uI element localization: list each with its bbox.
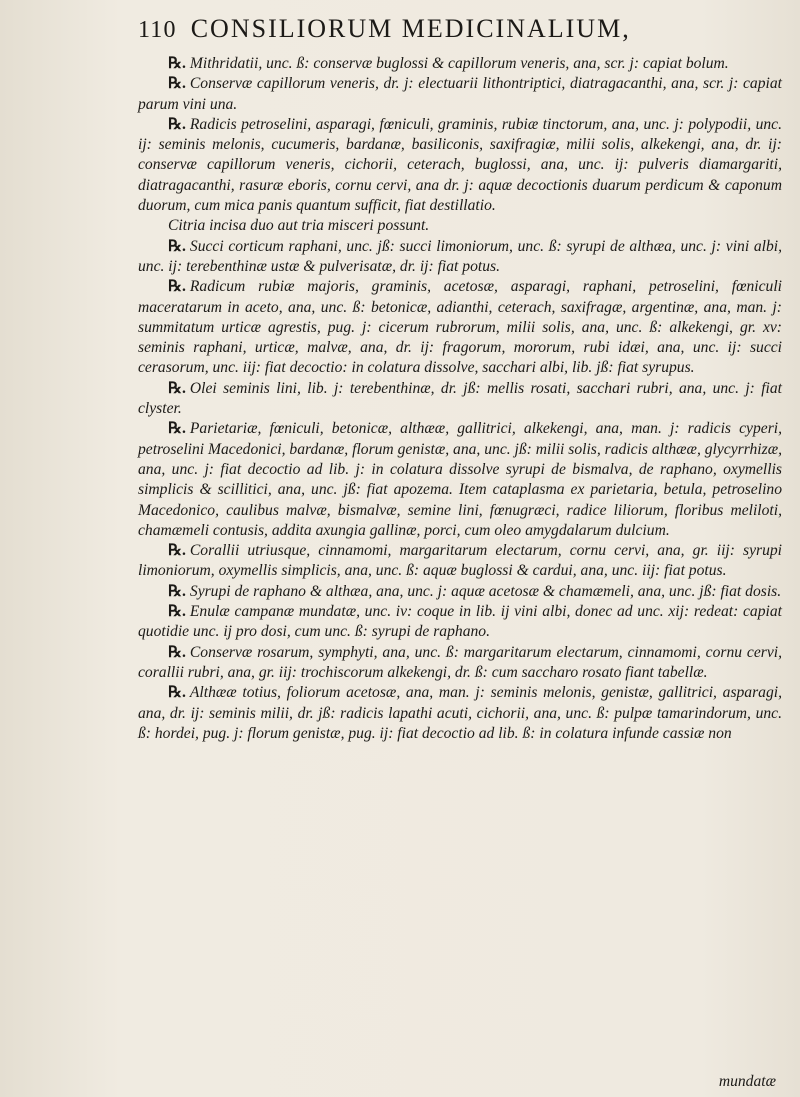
recipe-symbol-icon: ℞. xyxy=(168,542,186,560)
recipe-entry xyxy=(138,683,782,744)
recipe-symbol-icon: ℞. xyxy=(168,379,186,397)
note-paragraph xyxy=(138,216,782,236)
recipe-entry xyxy=(138,115,782,216)
catchword: mundatæ xyxy=(718,1073,776,1090)
page-number: 110 xyxy=(138,17,177,43)
recipe-symbol-icon: ℞. xyxy=(168,643,186,661)
recipe-list xyxy=(138,54,782,744)
recipe-symbol-icon: ℞. xyxy=(168,115,186,133)
recipe-entry xyxy=(138,237,782,278)
recipe-text: Syrupi de raphano & althæa, ana, unc. j: aquæ acetosæ & chamæmeli, ana, unc. jß: fiat dosis. xyxy=(189,582,782,600)
recipe-symbol-icon: ℞. xyxy=(168,278,186,296)
recipe-entry xyxy=(138,54,782,74)
recipe-text: Olei seminis lini, lib. j: terebenthinæ, dr. jß: mellis rosati, sacchari rubri, ana, unc. j: fiat clyster. xyxy=(138,379,782,418)
recipe-text: Parietariæ, fœniculi, betonicæ, althææ, gallitrici, alkekengi, ana, man. j: radicis cyperi, petroselini Macedonici, bardanæ, florum genistæ, ana, unc. jß: milii solis, radicis althææ, glycyrrhizæ, ana, unc. j: fiat decoctio ad lib. j: in colatura dissolve syrupi de bismalva, de raphano, oxymellis simplicis & scillitici, ana, unc. jß: fiat apozema. Item cataplasma ex parietaria, betula, petroselino Macedonico, caulibus malvæ, bismalvæ, semine lini, fœnugræci, radice liliorum, floribus meliloti, chamæmeli contusis, addita axungia gallinæ, porci, cum oleo amygdalarum dulcium. xyxy=(138,420,782,539)
recipe-entry xyxy=(138,643,782,684)
recipe-entry xyxy=(138,379,782,420)
recipe-symbol-icon: ℞. xyxy=(168,237,186,255)
note-text: Citria incisa duo aut tria misceri possunt. xyxy=(168,217,430,235)
recipe-text: Conservæ capillorum veneris, dr. j: electuarii lithontriptici, diatragacanthi, ana, scr. j: capiat parum vini una. xyxy=(138,75,782,113)
recipe-symbol-icon: ℞. xyxy=(168,582,186,600)
recipe-text: Mithridatii, unc. ß: conservæ buglossi & capillorum veneris, ana, scr. j: capiat bolum. xyxy=(189,55,729,72)
recipe-text: Radicis petroselini, asparagi, fœniculi, graminis, rubiæ tinctorum, ana, unc. j: polypodii, unc. ij: seminis melonis, cucumeris, bardanæ, basiliconis, saxifragiæ, milii solis, alkekengi, ana, dr. ij: conservæ capillorum veneris, cichorii, ceterach, buglossi, ana, unc. ij: pulveris diamargariti, diatragacanthi, rasuræ eboris, cornu cervi, ana dr. j: aquæ decoctionis duarum perdicum & caponum duorum, cum mica panis quantum sufficit, fiat destillatio. xyxy=(138,115,782,215)
recipe-entry xyxy=(138,582,782,602)
recipe-text: Succi corticum raphani, unc. jß: succi limoniorum, unc. ß: syrupi de althæa, unc. j: vini albi, unc. ij: terebenthinæ ustæ & pulverisatæ, dr. ij: fiat potus. xyxy=(138,237,782,275)
recipe-text: Conservæ rosarum, symphyti, ana, unc. ß: margaritarum electarum, cinnamomi, cornu cervi, corallii rubri, ana, gr. iij: trochiscorum alkekengi, dr. ß: cum saccharo rosato fiant tabellæ. xyxy=(138,643,782,681)
recipe-text: Enulæ campanæ mundatæ, unc. iv: coque in lib. ij vini albi, donec ad unc. xij: redeat: capiat quotidie unc. ij pro dosi, cum unc. ß: syrupi de raphano. xyxy=(138,603,782,641)
recipe-entry xyxy=(138,541,782,582)
page-header xyxy=(138,14,782,54)
recipe-entry xyxy=(138,419,782,541)
running-title: CONSILIORUM MEDICINALIUM, xyxy=(190,14,631,43)
recipe-text: Althææ totius, foliorum acetosæ, ana, man. j: seminis melonis, genistæ, gallitrici, asparagi, ana, dr. ij: seminis milii, dr. jß: radicis lapathi acuti, cichorii, ana, unc. ß: pulpæ tamarindorum, unc. ß: hordei, pug. j: florum genistæ, pug. ij: fiat decoctio ad lib. ß: in colatura infunde cassiæ non xyxy=(138,684,782,742)
recipe-entry xyxy=(138,277,782,378)
recipe-text: Radicum rubiæ majoris, graminis, acetosæ, asparagi, raphani, petroselini, fœniculi maceratarum in aceto, ana, unc. ß: betonicæ, adianthi, ceterach, saxifragæ, argentinæ, ana, man. j: summitatum urticæ agrestis, pug. j: cicerum rubrorum, milii solis, ana, unc. ß: alkekengi, gr. xv: seminis raphani, urticæ, malvæ, ana, dr. ij: fragorum, mororum, rubi idæi, ana, unc. ij: succi cerasorum, unc. iij: fiat decoctio: in colatura dissolve, sacchari albi, lib. jß: fiat syrupus. xyxy=(138,278,782,377)
recipe-symbol-icon: ℞. xyxy=(168,684,186,702)
recipe-symbol-icon: ℞. xyxy=(168,603,186,621)
recipe-symbol-icon: ℞. xyxy=(168,420,186,438)
recipe-entry xyxy=(138,74,782,115)
recipe-entry xyxy=(138,602,782,643)
recipe-text: Corallii utriusque, cinnamomi, margaritarum electarum, cornu cervi, ana, gr. iij: syrupi limoniorum, oxymellis simplicis, ana, unc. ß: aquæ buglossi & cardui, ana, unc. iij: fiat potus. xyxy=(138,542,782,580)
recipe-symbol-icon: ℞. xyxy=(168,75,186,93)
recipe-symbol-icon: ℞. xyxy=(168,55,186,72)
